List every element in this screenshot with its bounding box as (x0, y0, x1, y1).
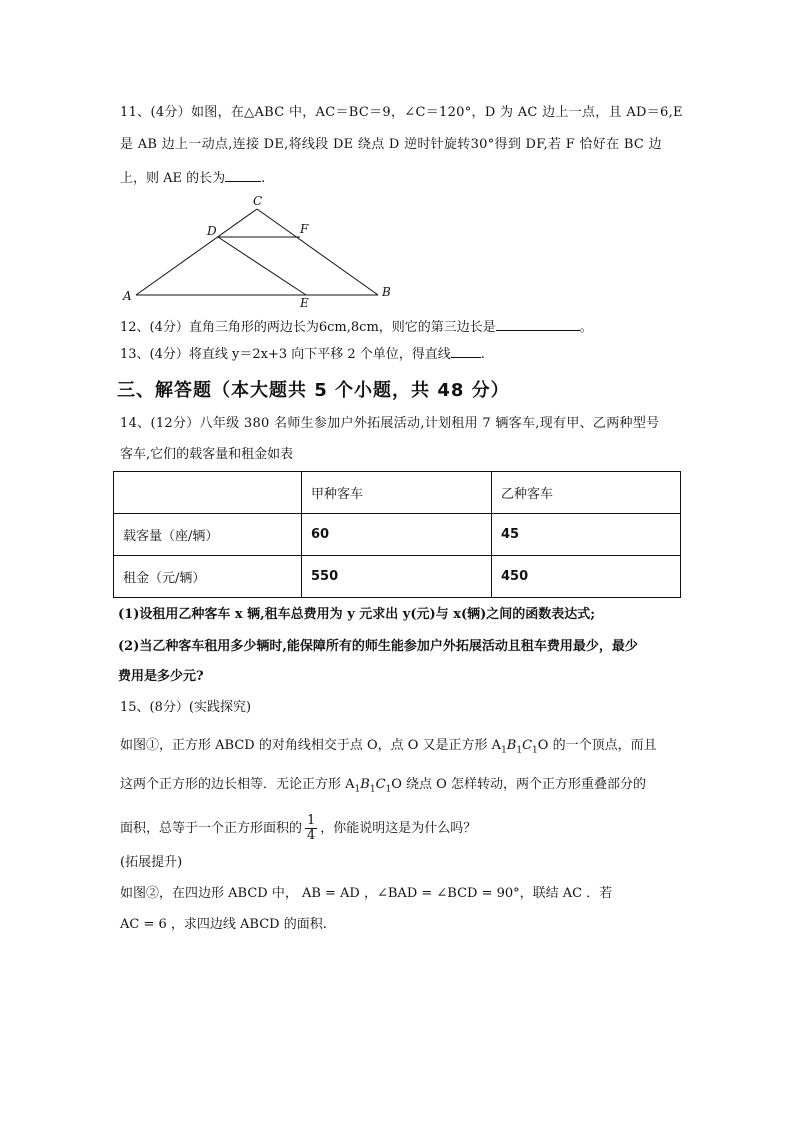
q13 (120, 343, 485, 364)
triangle-figure (120, 190, 410, 310)
q15-extension-header: (拓展提升) (120, 855, 183, 870)
table-cell: 载客量（座/辆） (114, 514, 302, 556)
q15-line-3-text: 面积，总等于一个正方形面积的 (120, 821, 303, 836)
q15-line-1-b: B (506, 738, 517, 753)
table-cell: 550 (302, 556, 492, 598)
section-3-title: 三、解答题（本大题共 5 个小题，共 48 分） (117, 380, 510, 401)
table-header-row (114, 472, 681, 514)
bus-rental-table (113, 471, 681, 598)
fraction-numerator: 1 (307, 813, 316, 828)
q15-line-1-text: 如图①，正方形 ABCD 的对角线相交于点 O，点 O 又是正方形 A (120, 738, 502, 753)
q15-line-2 (120, 776, 646, 799)
table-row (114, 514, 681, 556)
subscript: 1 (369, 784, 376, 795)
q15-line-2-d: O 绕点 O 怎样转动，两个正方形重叠部分的 (391, 777, 646, 792)
label-c: C (253, 194, 263, 208)
q13-end: . (480, 347, 485, 362)
q14-part-1: (1)设租用乙种客车 x 辆,租车总费用为 y 元求出 y(元)与 x(辆)之间的函数表达式; (118, 607, 596, 622)
q15-line-2-c: C (375, 777, 386, 792)
q15-line-1 (120, 737, 657, 760)
table-header-cell (114, 472, 302, 514)
q12-answer-blank (496, 316, 580, 331)
label-a: A (123, 289, 132, 303)
table-cell: 45 (492, 514, 681, 556)
label-b: B (382, 285, 391, 299)
table-cell: 60 (302, 514, 492, 556)
label-d: D (207, 224, 217, 238)
segment-cb (257, 209, 378, 295)
table-cell: 租金（元/辆） (114, 556, 302, 598)
q11-line-1: 11、(4分）如图，在△ABC 中，AC＝BC＝9，∠C＝120°，D 为 AC 边上一点，且 AD＝6,E (120, 105, 683, 120)
q14-part-2-line-2: 费用是多少元? (118, 669, 204, 684)
q13-text: 13、(4分）将直线 y＝2x+3 向下平移 2 个单位，得直线 (120, 347, 451, 362)
fraction-denominator: 4 (307, 828, 316, 843)
segment-de (218, 237, 306, 295)
q11-answer-blank (225, 167, 261, 182)
q15-header: 15、(8分）(实践探究) (120, 700, 252, 715)
subscript: 1 (532, 745, 538, 756)
table-cell: 450 (492, 556, 681, 598)
subscript: 1 (385, 784, 392, 795)
q11-line-3 (120, 167, 265, 188)
q15-line-1-c: C (522, 738, 533, 753)
q12-end: 。 (579, 320, 593, 335)
q15-line-5: AC = 6 ，求四边线 ABCD 的面积. (120, 917, 327, 932)
q15-line-4: 如图②，在四边形 ABCD 中， AB = AD ，∠BAD = ∠BCD = 90°，联结 AC ．若 (120, 886, 613, 901)
q11-line-3-end: . (261, 171, 266, 186)
q14-part-2-line-1: (2)当乙种客车租用多少辆时,能保障所有的师生能参加户外拓展活动且租车费用最少，最少 (118, 639, 638, 654)
q11-line-2: 是 AB 边上一动点,连接 DE,将线段 DE 绕点 D 逆时针旋转30°得到 DF,若 F 恰好在 BC 边 (120, 137, 662, 152)
q15-line-2-text: 这两个正方形的边长相等．无论正方形 A (120, 777, 355, 792)
label-e: E (300, 296, 309, 310)
q14-line-1: 14、(12分）八年级 380 名师生参加户外拓展活动,计划租用 7 辆客车,现有甲、乙两种型号 (120, 416, 660, 431)
q11-line-3-text: 上，则 AE 的长为 (120, 171, 226, 186)
q15-line-2-b: B (360, 777, 370, 792)
table-header-cell: 甲种客车 (302, 472, 492, 514)
q12 (120, 316, 593, 337)
table-header-cell: 乙种客车 (492, 472, 681, 514)
q13-answer-blank (451, 343, 481, 358)
q15-line-3-end: ，你能说明这是为什么吗？ (320, 821, 477, 836)
q14-line-2: 客车,它们的载客量和租金如表 (120, 447, 294, 462)
subscript: 1 (516, 745, 523, 756)
fraction-one-quarter (305, 814, 317, 843)
subscript: 1 (354, 784, 361, 795)
q15-line-1-d: O 的一个顶点，而且 (537, 738, 657, 753)
q15-line-3 (120, 814, 476, 843)
label-f: F (300, 222, 309, 236)
table-row (114, 556, 681, 598)
segment-ac (136, 209, 257, 295)
subscript: 1 (501, 745, 507, 756)
q12-text: 12、(4分）直角三角形的两边长为6cm,8cm，则它的第三边长是 (120, 320, 496, 335)
